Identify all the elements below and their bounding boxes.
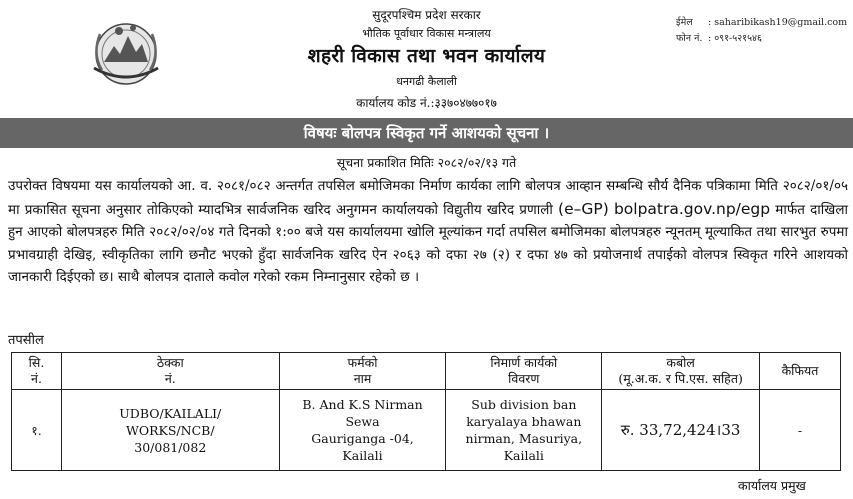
phone-label: फोन नं. [676, 33, 703, 44]
header-work: निमार्ण कार्यको विवरण [446, 353, 602, 390]
table-header-row [12, 353, 841, 390]
contact-phone [676, 31, 762, 44]
egp-label: (e–GP) [558, 199, 609, 218]
notice-body [8, 175, 848, 289]
cell-amount: रु. 33,72,424।33 [602, 390, 760, 471]
email-label: ईमेल [676, 17, 693, 28]
tapasil-heading: तपसील [8, 333, 44, 348]
table-row [12, 390, 841, 471]
cell-remarks: - [760, 390, 841, 471]
signature-title: कार्यालय प्रमुख [738, 478, 806, 493]
cell-sn: १. [12, 390, 62, 471]
office-location: धनगढी कैलाली [396, 75, 457, 88]
bid-table [11, 352, 841, 471]
portal-url: bolpatra.gov.np/egp [613, 199, 771, 218]
header-sn: सि. नं. [12, 353, 62, 390]
province-name: सुदूरपश्चिम प्रदेश सरकार [372, 8, 481, 22]
cell-contract: UDBO/KAILALI/ WORKS/NCB/ 30/081/082 [61, 390, 279, 471]
cell-work: Sub division ban karyalaya bhawan nirman, Masuriya, Kailali [446, 390, 602, 471]
subject-banner: विषयः बोलपत्र स्विकृत गर्ने आशयको सूचना । [0, 118, 853, 148]
header-firm: फर्मको नाम [279, 353, 446, 390]
contact-email [676, 15, 847, 28]
cell-firm: B. And K.S Nirman Sewa Gauriganga -04, Kailali [279, 390, 446, 471]
office-code: कार्यालय कोड नं.:३३७०४७७०१७ [356, 96, 497, 110]
header-bid: कबोल (मू.अ.क. र पि.एस. सहित) [602, 353, 760, 390]
phone-value: : ०९१-५२१५४६ [708, 33, 762, 44]
header-contract: ठेक्का नं. [61, 353, 279, 390]
ministry-name: भौतिक पूर्वाधार विकास मन्त्रालय [362, 27, 491, 40]
header-remarks: कैफियत [760, 353, 841, 390]
notice-para-2: मार्फत दाखिला हुन आएको बोलपत्रहरु मिति २०८२/०२/०४ गते दिनको १:०० बजे यस कार्यालयमा खोलि मूल्यांकन गर्दा तपसिल बमोजिमका बोलपत्रहरु न्यूनतम् मूल्याकित तथा सारभुत रुपमा प्रभावग्राही देखिइ, स्वीकृतिका लागि छनौट भएको हुँदा सार्वजनिक खरिद ऐन २०६३ को दफा २७ (२) र दफा ४७ को प्रयोजनार्थ तपाईको वोलपत्र स्विकृत गरिने आशयको जानकारी दिईएको छ। साथै बोलपत्र दाताले कवोल गरेको रकम निम्नानुसार रहेको छ । [8, 201, 848, 285]
office-title: शहरी विकास तथा भवन कार्यालय [307, 45, 546, 67]
email-value: : saharibikash19@gmail.com [708, 17, 848, 28]
notice-para-1: उपरोक्त विषयमा यस कार्यालयको आ. व. २०८१/०८२ अन्तर्गत तपसिल बमोजिमका निर्माण कार्यका लागि बोलपत्र आव्हान सम्बन्धि सौर्य दैनिक पत्रिकामा मिति २०८२/०१/०५ मा प्रकासित सूचना अनुसार तोकिएको म्यादभित्र सार्वजनिक खरिद अनुगमन कार्यालयको विद्युतीय खरिद प्रणाली [8, 178, 848, 218]
published-date: सूचना प्रकाशित मितिः २०८२/०२/१३ गते [336, 155, 517, 170]
